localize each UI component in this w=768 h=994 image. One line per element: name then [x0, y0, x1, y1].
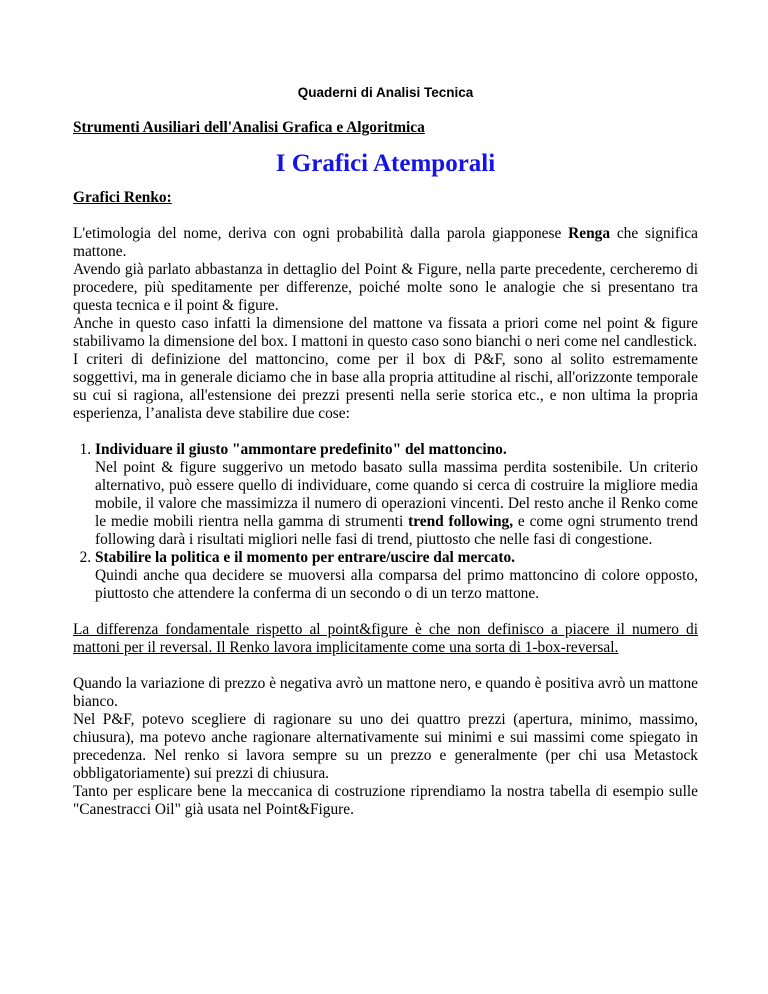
trend-following-term: trend following, — [408, 513, 514, 530]
closing-paragraph-3: Tanto per esplicare bene la meccanica di costruzione riprendiamo la nostra tabella di esempio sulle "Canestracci Oil" già usata nel Point&Figure. — [73, 783, 698, 818]
document-header: Quaderni di Analisi Tecnica — [297, 85, 474, 100]
intro-paragraph-2: Avendo già parlato abbastanza in dettaglio del Point & Figure, nella parte precedente, cercheremo di procedere, più speditamente per differenze, poiché molte sono le analogie che si presentano tra questa tecnica e il point & figure. — [73, 261, 698, 314]
section-heading: Grafici Renko: — [73, 189, 172, 206]
criteria-list — [73, 441, 698, 603]
list-item-lead: Stabilire la politica e il momento per entrare/uscire dal mercato. — [95, 549, 516, 566]
intro-block — [73, 225, 698, 423]
list-item: 2. Stabilire la politica e il momento per entrare/uscire dal mercato. Quindi anche qua decidere se muoversi alla comparsa del primo mattoncino di colore opposto, piuttosto che attendere la conferma di un secondo o di un terzo mattone. — [95, 549, 698, 603]
intro-paragraph-4: I criteri di definizione del mattoncino, come per il box di P&F, sono al solito estremamente soggettivi, ma in generale diciamo che in base alla propria attitudine al rischi, all'orizzonte temporale su cui si ragiona, all'estensione dei prezzi presenti nella serie storica etc., e non ultima la propria esperienza, l’analista deve stabilire due cose: — [73, 351, 698, 422]
intro-paragraph-3: Anche in questo caso infatti la dimensione del mattone va fissata a priori come nel point & figure stabilivamo la dimensione del box. I mattoni in questo caso sono bianchi o neri come nel candlestick. — [73, 315, 698, 350]
document-subtitle: Strumenti Ausiliari dell'Analisi Grafica e Algoritmica — [73, 119, 425, 136]
renga-term: Renga — [568, 225, 611, 242]
closing-paragraph-1: Quando la variazione di prezzo è negativa avrò un mattone nero, e quando è positiva avrò un mattone bianco. — [73, 675, 698, 710]
closing-block — [73, 675, 698, 819]
intro-paragraph-1: L'etimologia del nome, deriva con ogni probabilità dalla parola giapponese Renga che significa mattone. — [73, 225, 698, 260]
list-item: 1. Individuare il giusto "ammontare predefinito" del mattoncino. Nel point & figure suggerivo un metodo basato sulla massima perdita sostenibile. Un criterio alternativo, può essere quello di individuare, come quando si cerca di costruire la migliore media mobile, il valore che massimizza il numero di operazioni vincenti. Del resto anche il Renko come le medie mobili rientra nella gamma di strumenti trend following, e come ogni strumento trend following darà i risultati migliori nelle fasi di trend, piuttosto che nelle fasi di congestione. — [95, 441, 698, 549]
highlight-paragraph: La differenza fondamentale rispetto al point&figure è che non definisco a piacere il numero di mattoni per il reversal. Il Renko lavora implicitamente come una sorta di 1-box-reversal. — [73, 621, 698, 656]
list-item-lead: Individuare il giusto "ammontare predefinito" del mattoncino. — [95, 441, 507, 458]
closing-paragraph-2: Nel P&F, potevo scegliere di ragionare su uno dei quattro prezzi (apertura, minimo, massimo, chiusura), ma potevo anche ragionare alternativamente sui minimi e sui massimi come spiegato in precedenza. Nel renko si lavora sempre su un prezzo e generalmente (per chi usa Metastock obbligatoriamente) sui prezzi di chiusura. — [73, 711, 698, 782]
document-title: I Grafici Atemporali — [275, 150, 496, 177]
